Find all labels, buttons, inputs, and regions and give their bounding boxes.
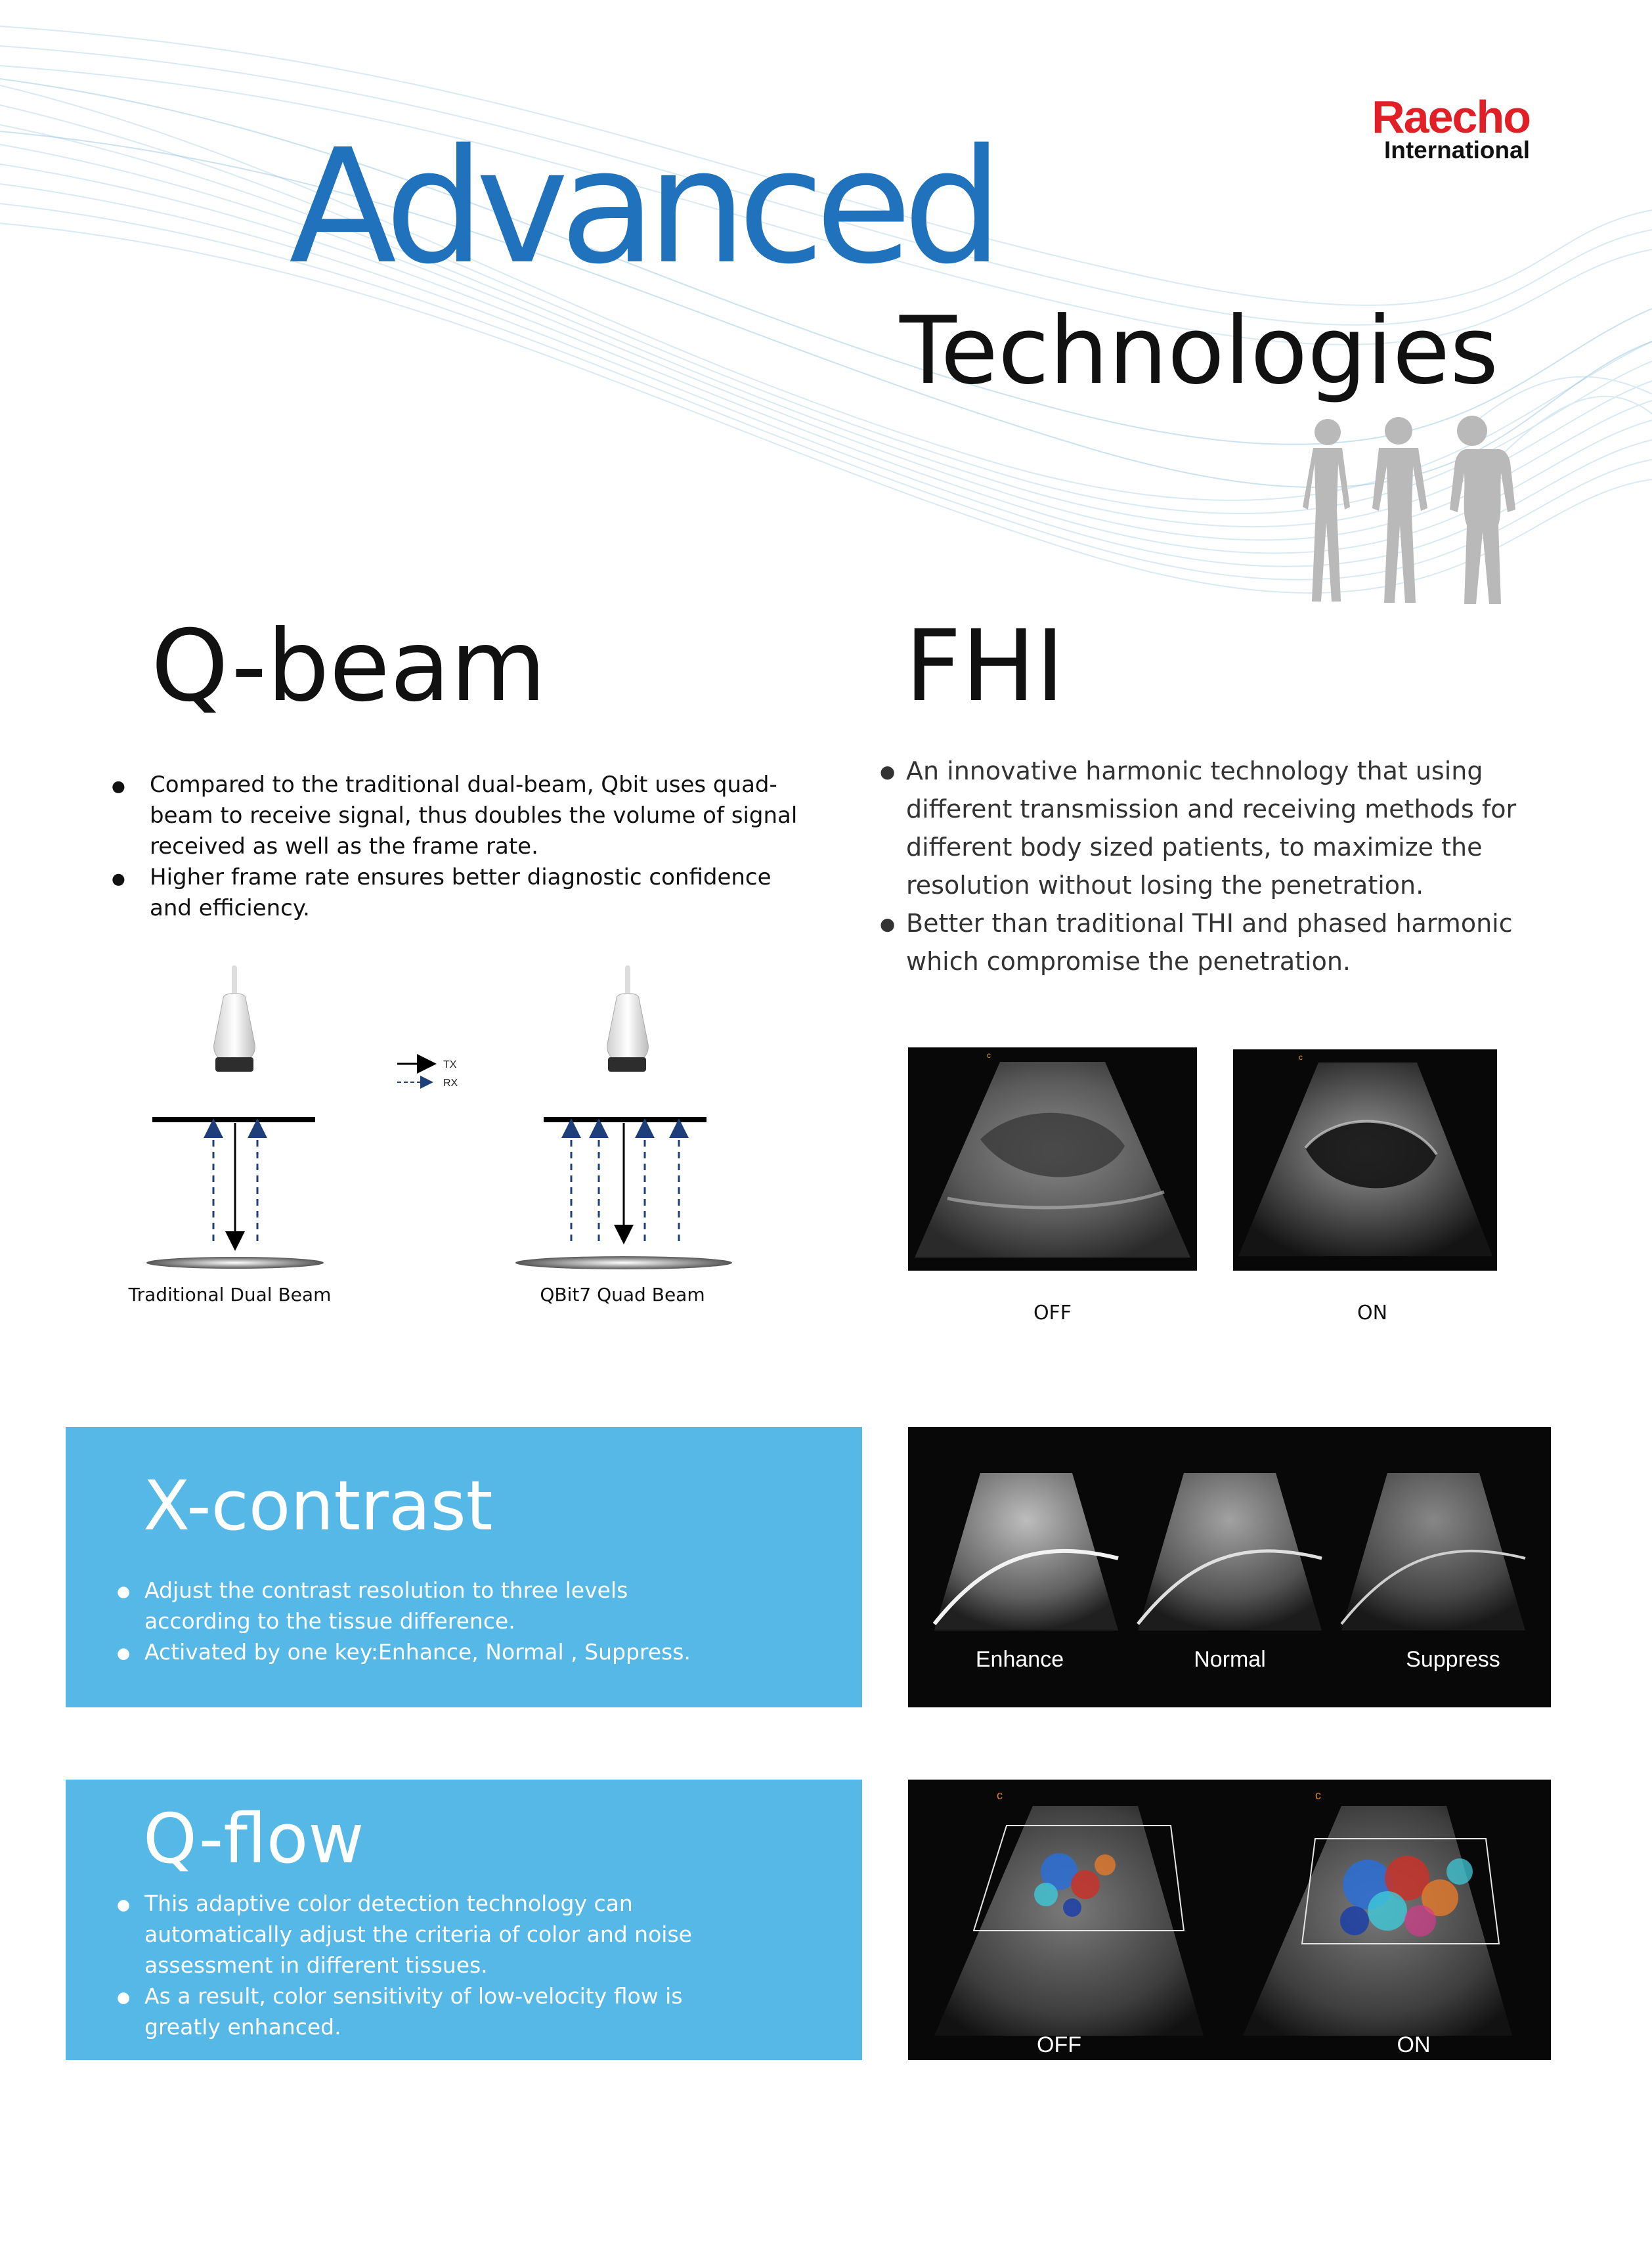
xcontrast-scan-suppress [1341, 1473, 1525, 1631]
qflow-image-panel [908, 1780, 1551, 2060]
qflow-scan-off [934, 1789, 1204, 2036]
xcontrast-label-suppress: Suppress [1406, 1647, 1500, 1672]
qflow-label-off: OFF [1037, 2032, 1081, 2057]
fhi-caption-on: ON [1357, 1302, 1388, 1325]
xcontrast-bullet: ● Activated by one key:Enhance, Normal , Suppress. [117, 1636, 734, 1667]
fhi-bullet: ● An innovative harmonic technology that using different transmission and receiving methods for different body sized patients, to maximize the resolution without losing the penetration. [880, 752, 1536, 904]
target-disc-right [515, 1256, 732, 1269]
body-silhouettes-icon [1287, 414, 1517, 604]
caption-dual-beam: Traditional Dual Beam [128, 1284, 332, 1305]
fhi-image-on [1233, 1049, 1497, 1271]
fhi-bullet-list [880, 752, 1536, 980]
qbeam-title: Q-beam [151, 609, 546, 724]
xcontrast-label-normal: Normal [1194, 1647, 1266, 1672]
qflow-bullet: ● As a result, color sensitivity of low-velocity flow is greatly enhanced. [117, 1981, 734, 2042]
qflow-bullet-list [117, 1888, 734, 2042]
qflow-title: Q-flow [143, 1799, 364, 1879]
svg-text:c: c [987, 1051, 991, 1060]
xcontrast-label-enhance: Enhance [975, 1647, 1064, 1672]
probe-right-icon [607, 965, 649, 1072]
svg-text:c: c [1299, 1053, 1303, 1062]
probe-left-icon [214, 965, 255, 1072]
brand-name-bottom: International [1383, 137, 1530, 164]
legend-rx-label: RX [443, 1078, 458, 1089]
xcontrast-scan-normal [1138, 1473, 1322, 1631]
xcontrast-bullet: ● Adjust the contrast resolution to three levels according to the tissue difference. [117, 1575, 734, 1636]
fhi-title: FHI [905, 609, 1065, 724]
title-advanced: Advanced [289, 115, 994, 299]
svg-text:c: c [1315, 1789, 1321, 1802]
xcontrast-title: X-contrast [143, 1466, 493, 1546]
fhi-bullet: ● Better than traditional THI and phased harmonic which compromise the penetration. [880, 904, 1536, 980]
target-disc-left [146, 1257, 324, 1269]
xcontrast-scan-enhance [934, 1473, 1118, 1631]
svg-text:c: c [997, 1789, 1003, 1802]
brand-name-top: Raecho [1372, 91, 1530, 142]
beam-diagram [118, 959, 749, 1274]
qflow-label-on: ON [1397, 2032, 1431, 2057]
title-technologies: Technologies [900, 297, 1499, 405]
legend-tx-label: TX [443, 1059, 457, 1070]
brand-logo [1320, 91, 1530, 164]
qbeam-bullet: ● Compared to the traditional dual-beam, Qbit uses quad-beam to receive signal, thus doubles the volume of signal received as well as the frame rate. [112, 770, 808, 862]
qflow-bullet: ● This adaptive color detection technology can automatically adjust the criteria of color and noise assessment in different tissues. [117, 1888, 734, 1981]
caption-quad-beam: QBit7 Quad Beam [540, 1284, 705, 1305]
qbeam-bullet: ● Higher frame rate ensures better diagnostic confidence and efficiency. [112, 862, 808, 924]
xcontrast-bullet-list [117, 1575, 734, 1667]
fhi-image-off [908, 1047, 1197, 1271]
xcontrast-image-panel [908, 1427, 1551, 1707]
xcontrast-box [66, 1427, 862, 1707]
fhi-caption-off: OFF [1033, 1302, 1072, 1325]
qbeam-bullet-list [112, 770, 808, 924]
qflow-scan-on [1243, 1789, 1512, 2036]
qflow-box [66, 1780, 862, 2060]
